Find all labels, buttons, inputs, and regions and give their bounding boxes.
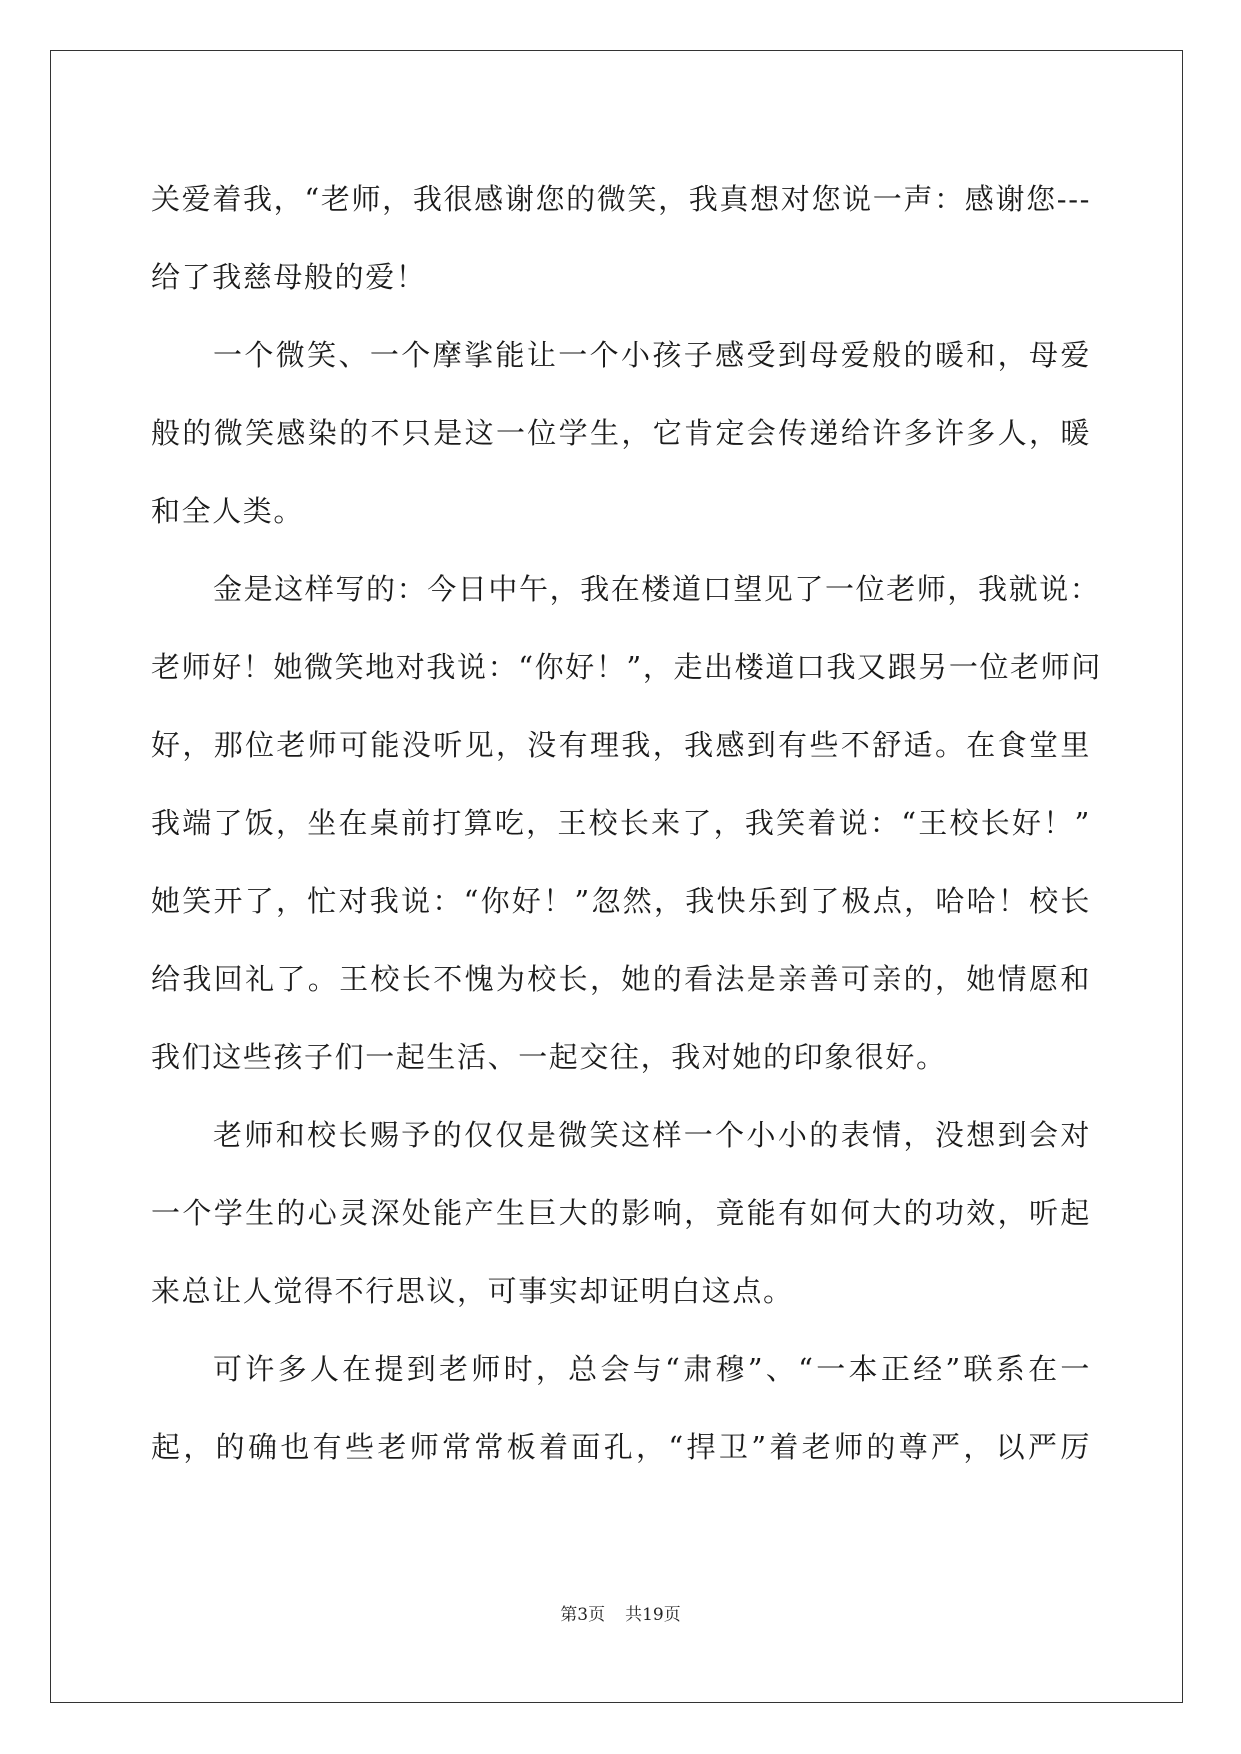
text-line: 给我回礼了。王校长不愧为校长，她的看法是亲善可亲的，她情愿和 — [151, 962, 1091, 996]
text-line: 好，那位老师可能没听见，没有理我，我感到有些不舒适。在食堂里 — [151, 728, 1091, 762]
text-line: 起，的确也有些老师常常板着面孔，“捍卫”着老师的尊严，以严厉 — [151, 1430, 1091, 1464]
text-line: 她笑开了，忙对我说：“你好！”忽然，我快乐到了极点，哈哈！校长 — [151, 884, 1091, 918]
text-line: 金是这样写的：今日中午，我在楼道口望见了一位老师，我就说： — [213, 572, 1101, 606]
text-line: 一个微笑、一个摩挲能让一个小孩子感受到母爱般的暖和，母爱 — [213, 338, 1091, 372]
text-line: 般的微笑感染的不只是这一位学生，它肯定会传递给许多许多人，暖 — [151, 416, 1091, 450]
text-line: 给了我慈母般的爱！ — [151, 260, 427, 294]
page-footer — [0, 1604, 1241, 1626]
text-line: 老师好！她微笑地对我说：“你好！”，走出楼道口我又跟另一位老师问 — [151, 650, 1102, 684]
text-line: 我端了饭，坐在桌前打算吃，王校长来了，我笑着说：“王校长好！” — [151, 806, 1091, 840]
text-line: 来总让人觉得不行思议，可事实却证明白这点。 — [151, 1274, 794, 1308]
text-line: 一个学生的心灵深处能产生巨大的影响，竟能有如何大的功效，听起 — [151, 1196, 1091, 1230]
text-line: 我们这些孩子们一起生活、一起交往，我对她的印象很好。 — [151, 1040, 947, 1074]
text-line: 老师和校长赐予的仅仅是微笑这样一个小小的表情，没想到会对 — [213, 1118, 1091, 1152]
page-number: 第3页 — [560, 1605, 606, 1625]
page-total: 共19页 — [625, 1605, 681, 1625]
text-line: 关爱着我，“老师，我很感谢您的微笑，我真想对您说一声：感谢您--- — [151, 182, 1091, 216]
text-line: 和全人类。 — [151, 494, 305, 528]
text-line: 可许多人在提到老师时，总会与“肃穆”、“一本正经”联系在一 — [213, 1352, 1091, 1386]
document-body — [151, 160, 1102, 1486]
